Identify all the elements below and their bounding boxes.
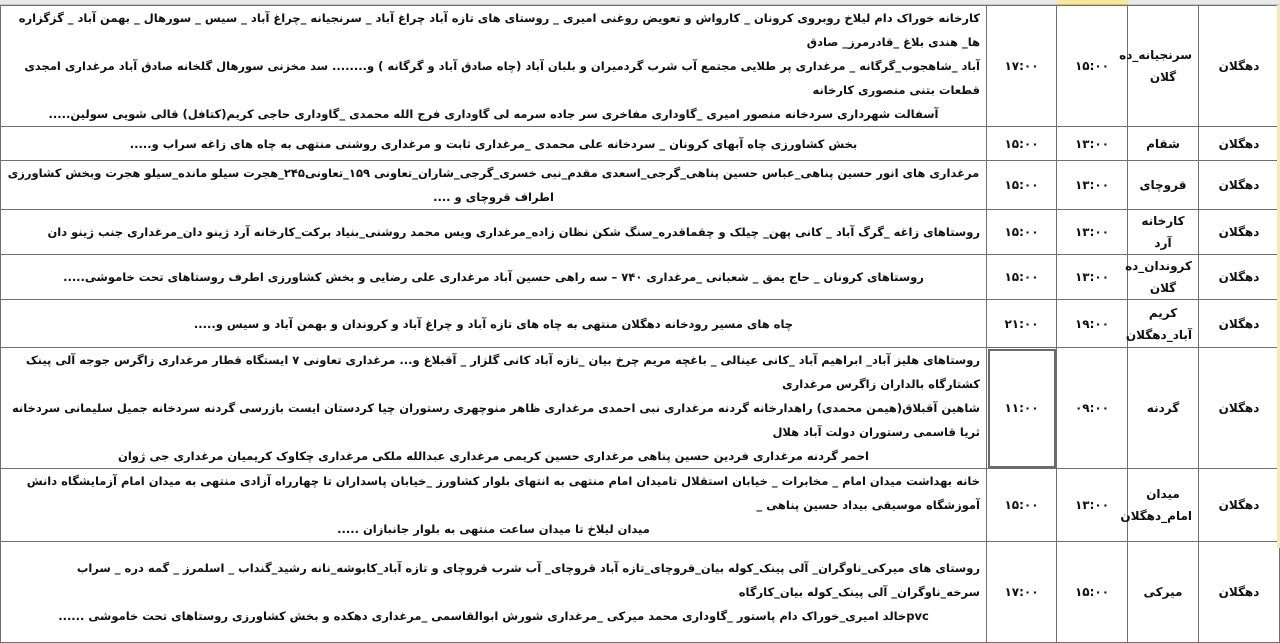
cell-end-time[interactable]: ۱۷:۰۰ (987, 542, 1057, 643)
cell-area[interactable]: سرنجیانه_ده گلان (1128, 6, 1199, 127)
cell-end-time[interactable]: ۱۷:۰۰ (987, 6, 1057, 127)
cell-city[interactable]: دهگلان (1199, 6, 1280, 127)
cell-end-time[interactable]: ۱۵:۰۰ (987, 161, 1057, 210)
outage-schedule-table (0, 5, 1280, 643)
description-line: بخش کشاورزی چاه آبهای کرونان _ سردخانه علی محمدی _مرغداری ثابت و مرغداری روشنی منتهی به چاه های زاغه سراب و..... (129, 136, 858, 151)
cell-area[interactable]: قروچای (1128, 161, 1199, 210)
cell-end-time[interactable]: ۱۵:۰۰ (987, 255, 1057, 300)
cell-start-time[interactable]: ۰۹:۰۰ (1057, 348, 1128, 469)
cell-area[interactable]: شقام (1128, 127, 1199, 161)
description-line: روستاهای زاغه _گرگ آباد _ کانی پهن_ چیلک و چقماقدره_سنگ شکن نظان زاده_مرغداری ویس محمد روشنی_بنیاد برکت_کارخانه آرد ژینو دان_مرغداری جنب ژینو دان (47, 225, 980, 239)
table-row (1, 210, 1280, 255)
cell-city[interactable]: دهگلان (1199, 255, 1280, 300)
table-row (1, 300, 1280, 348)
cell-area[interactable]: کارخانه آرد (1128, 210, 1199, 255)
description-line: pvcخالد امیری_خوراک دام پاستور _گاوداری محمد میرکی _مرغداری شورش ابوالقاسمی _مرغداری دهکده و بخش کشاورزی روستاهای تحت خاموشی ...... (58, 609, 929, 623)
cell-description[interactable] (1, 542, 987, 643)
cell-city[interactable]: دهگلان (1199, 161, 1280, 210)
cell-area[interactable]: میدان امام_دهگلان (1128, 469, 1199, 542)
table-row (1, 348, 1280, 469)
cell-city[interactable]: دهگلان (1199, 300, 1280, 348)
cell-description[interactable] (1, 210, 987, 255)
description-line: آسفالت شهرداری سردخانه منصور امیری _گاوداری مفاخری سر جاده سرمه لی گاوداری فرج الله محمدی _گاوداری حاجی کریم(کتافل) قالی شویی سولین..... (48, 107, 939, 121)
cell-city[interactable]: دهگلان (1199, 348, 1280, 469)
cell-start-time[interactable]: ۱۳:۰۰ (1057, 161, 1128, 210)
description-line: روستاهای هلیز آباد_ ابراهیم آباد _کانی عینالی _ باغچه مریم چرخ بیان _تازه آباد کانی گلزار _ آقبلاغ و... مرغداری تعاونی ۷ ایستگاه قطار مرغداری زاگرس جوجه آلی پینک کشتارگاه بالداران زاگرس مرغداری (25, 353, 980, 391)
description-line: چاه های مسیر رودخانه دهگلان منتهی به چاه های تازه آباد و چراغ آباد و کروندان و بهمن آباد و سیس و..... (193, 316, 794, 331)
cell-description[interactable] (1, 348, 987, 469)
cell-description[interactable] (1, 127, 987, 161)
cell-area[interactable]: گردنه (1128, 348, 1199, 469)
cell-description[interactable] (1, 255, 987, 300)
cell-city[interactable]: دهگلان (1199, 542, 1280, 643)
cell-end-time-selected[interactable]: ۱۱:۰۰ (987, 348, 1057, 469)
description-line: روستای های میرکی_ناوگران_ آلی پینک_کوله بیان_قروچای_تازه آباد قروچای_ آب شرب قروچای و تازه آباد_کابوشه_نانه رشید_گنداب _ اسلمرز _ گمه دره _ سراب سرخه_ناوگران_ آلی پینک_کوله بیان_کارگاه (76, 561, 980, 599)
description-line: مرغداری های انور حسین پناهی_عباس حسین پناهی_گرجی_اسعدی مقدم_نبی خسری_گرجی_شاران_تعاونی ۱۵۹_تعاونی۲۴۵_هجرت سیلو مانده_سیلو هجرت وبخش کشاورزی اطراف قروچای و .... (7, 166, 980, 204)
description-line: شاهین آقبلاق(هیمن محمدی) راهدارخانه گردنه مرغداری نبی احمدی مرغداری ظاهر منوچهری رستوران چیا کردستان ایست بازرسی گردنه سردخانه جمیل سلیمانی سردخانه ثریا قاسمی رستوران دولت آباد هلال (11, 401, 980, 439)
description-line: میدان لیلاخ تا میدان ساعت منتهی به بلوار جانبازان ..... (337, 522, 650, 536)
cell-start-time[interactable]: ۱۳:۰۰ (1057, 255, 1128, 300)
table-row (1, 127, 1280, 161)
cell-end-time[interactable]: ۱۵:۰۰ (987, 127, 1057, 161)
table-row (1, 161, 1280, 210)
description-line: آباد _شاهجوب_گرگانه _ مرغداری پر طلایی مجتمع آب شرب گردمیران و بلبان آباد (چاه صادق آباد و گرگانه ) و........ سد مخزنی سورهال گلخانه صادق آباد مرغداری امجدی قطعات بتنی منصوری کارخانه (24, 59, 980, 97)
cell-description[interactable] (1, 6, 987, 127)
table-row (1, 6, 1280, 127)
description-line: خانه بهداشت میدان امام _ مخابرات _ خیابان استقلال تامیدان امام منتهی به انتهای بلوار کشاورز _خیابان پاسداران تا چهارراه آزادی منتهی به میدان امام آزمایشگاه دانش آموزشگاه موسیقی بیداد حسین پناهی _ (26, 474, 980, 512)
cell-start-time[interactable]: ۱۳:۰۰ (1057, 127, 1128, 161)
description-line: کارخانه خوراک دام لیلاخ روبروی کرونان _ کارواش و تعویض روغنی امیری _ روستای های تازه آباد چراغ آباد _ سرنجیانه _چراغ آباد _ سیس _ سورهال _ بهمن آباد _ گزگزاره ها_ هندی بلاغ _قادرمرز_ صادق (18, 11, 980, 49)
cell-area[interactable]: میرکی (1128, 542, 1199, 643)
description-line: احمر گردنه مرغداری فردین حسین پناهی مرغداری حسین کریمی مرغداری عبدالله ملکی مرغداری چکاوک کریمیان مرغداری جی ژوان (118, 449, 869, 463)
cell-end-time[interactable]: ۱۵:۰۰ (987, 210, 1057, 255)
table-row (1, 255, 1280, 300)
cell-description[interactable] (1, 469, 987, 542)
table-row (1, 542, 1280, 643)
cell-area[interactable]: کریم آباد_دهگلان (1128, 300, 1199, 348)
cell-description[interactable] (1, 300, 987, 348)
cell-start-time[interactable]: ۱۹:۰۰ (1057, 300, 1128, 348)
cell-start-time[interactable]: ۱۳:۰۰ (1057, 210, 1128, 255)
cell-city[interactable]: دهگلان (1199, 469, 1280, 542)
cell-city[interactable]: دهگلان (1199, 210, 1280, 255)
table-row (1, 469, 1280, 542)
cell-start-time[interactable]: ۱۵:۰۰ (1057, 542, 1128, 643)
cell-description[interactable] (1, 161, 987, 210)
cell-end-time[interactable]: ۱۵:۰۰ (987, 469, 1057, 542)
cell-area[interactable]: کروندان_ده گلان (1128, 255, 1199, 300)
cell-start-time[interactable]: ۱۵:۰۰ (1057, 6, 1128, 127)
cell-end-time[interactable]: ۲۱:۰۰ (987, 300, 1057, 348)
cell-start-time[interactable]: ۱۳:۰۰ (1057, 469, 1128, 542)
cell-city[interactable]: دهگلان (1199, 127, 1280, 161)
description-line: روستاهای کرونان _ حاج یمق _ شعبانی _مرغداری ۷۴۰ – سه راهی حسین آباد مرغداری علی رضایی و بخش کشاورزی اطرف روستاهای تحت خاموشی..... (63, 270, 924, 284)
